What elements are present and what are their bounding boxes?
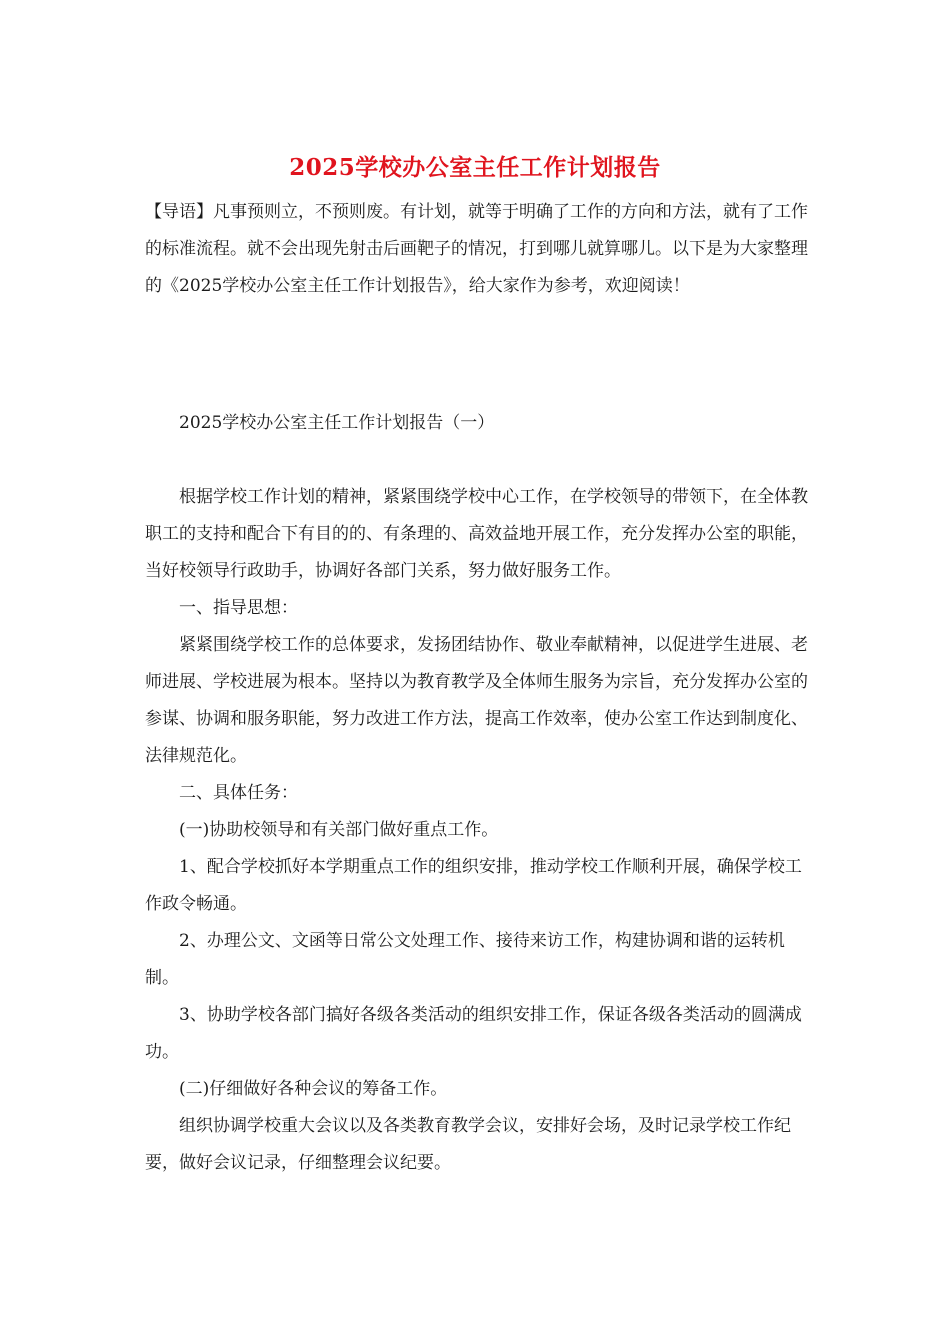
document-body	[145, 405, 817, 1182]
heading-specific-tasks: 二、具体任务：	[179, 783, 298, 803]
list-item: 3、协助学校各部门搞好各级各类活动的组织安排工作，保证各级各类活动的圆满成功。	[145, 1005, 802, 1062]
subheading-task-1: (一)协助校领导和有关部门做好重点工作。	[179, 820, 499, 840]
paragraph: 根据学校工作计划的精神，紧紧围绕学校中心工作，在学校领导的带领下，在全体教职工的支持和配合下有目的的、有条理的、高效益地开展工作，充分发挥办公室的职能，当好校领导行政助手，协调好各部门关系，努力做好服务工作。	[145, 487, 808, 581]
paragraph: 组织协调学校重大会议以及各类教育教学会议，安排好会场，及时记录学校工作纪要，做好会议记录，仔细整理会议纪要。	[145, 1116, 791, 1173]
list-item: 2、办理公文、文函等日常公文处理工作、接待来访工作，构建协调和谐的运转机制。	[145, 931, 785, 988]
subheading-task-2: (二)仔细做好各种会议的筹备工作。	[179, 1079, 448, 1099]
intro-paragraph: 【导语】凡事预则立，不预则废。有计划，就等于明确了工作的方向和方法，就有了工作的标准流程。就不会出现先射击后画靶子的情况，打到哪儿就算哪儿。以下是为大家整理的《2025学校办公室主任工作计划报告》，给大家作为参考，欢迎阅读！	[145, 202, 808, 296]
heading-guiding-ideology: 一、指导思想：	[179, 598, 298, 618]
document-title: 2025学校办公室主任工作计划报告	[289, 154, 661, 181]
paragraph: 紧紧围绕学校工作的总体要求，发扬团结协作、敬业奉献精神，以促进学生进展、老师进展、学校进展为根本。坚持以为教育教学及全体师生服务为宗旨，充分发挥办公室的参谋、协调和服务职能，努力改进工作方法，提高工作效率，使办公室工作达到制度化、法律规范化。	[145, 635, 808, 766]
list-item: 1、配合学校抓好本学期重点工作的组织安排，推动学校工作顺利开展，确保学校工作政令畅通。	[145, 857, 802, 914]
section-title: 2025学校办公室主任工作计划报告（一）	[179, 413, 495, 433]
